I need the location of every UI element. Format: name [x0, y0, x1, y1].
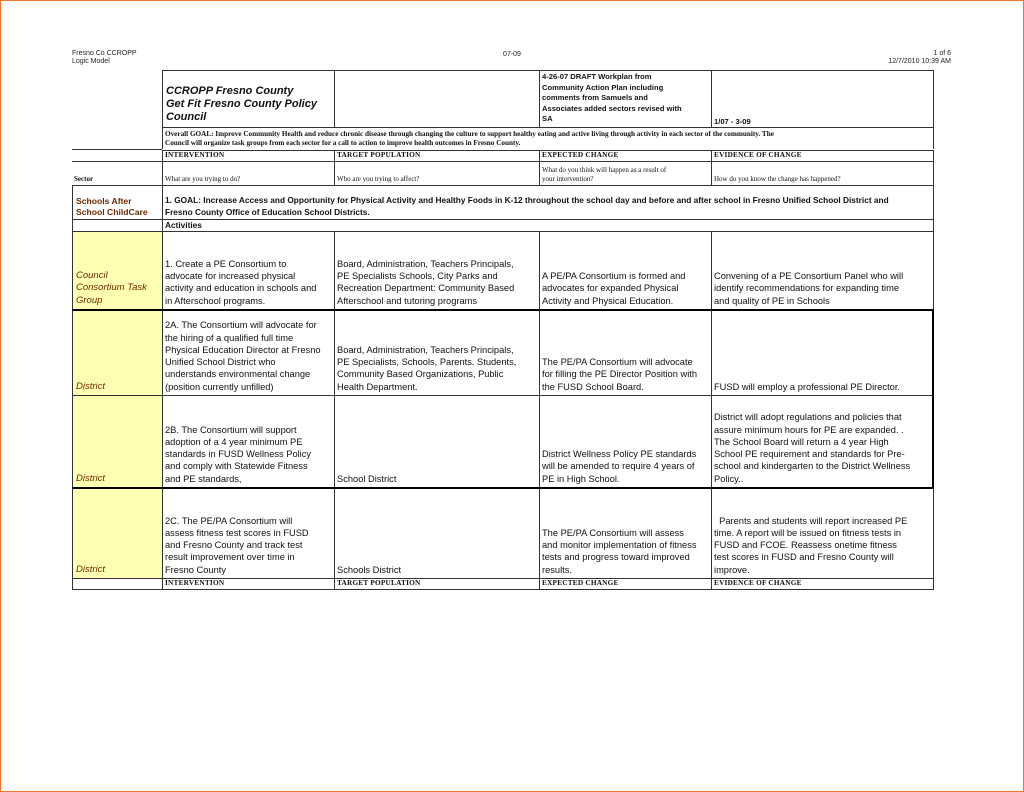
row-1-expected-line-1: A PE/PA Consortium is formed and	[542, 271, 686, 282]
overall-goal-line-2: Council will organize task groups from each sector for a call to action to improve health outcomes in Fresno County.	[165, 139, 521, 147]
row-4-expected-line-3: tests and progress toward improved	[542, 552, 690, 563]
row-3-evidence-line-2: assure minimum hours for PE are expanded. .	[714, 424, 904, 435]
row-1-intervention-line-2: advocate for increased physical	[165, 271, 296, 282]
row-3-intervention-line-3: standards in FUSD Wellness Policy	[165, 449, 312, 460]
row-2-intervention-line-5: understands environmental change	[165, 369, 311, 380]
row-2-expected-line-1: The PE/PA Consortium will advocate	[542, 357, 693, 368]
footer-header-intervention: INTERVENTION	[162, 578, 334, 590]
sector-goal-line-1: 1. GOAL: Increase Access and Opportunity for Physical Activity and Healthy Foods in K-12 throughout the school day and before and after school in Fresno Unified School District and	[165, 195, 889, 205]
activities-text: Activities	[165, 220, 202, 230]
activities-row	[162, 219, 934, 231]
sector-goal-cell	[162, 185, 934, 223]
row-2-target	[334, 309, 539, 395]
row-2-evidence	[711, 309, 934, 395]
row-1-label-line-1: Council	[76, 270, 108, 281]
dates-cell	[711, 70, 934, 127]
draft-note-cell	[539, 70, 711, 127]
sector-label-line-2: School ChildCare	[76, 207, 148, 217]
draft-line-1: 4-26-07 DRAFT Workplan from	[542, 72, 652, 81]
row-4-target-line-1: Schools District	[337, 564, 402, 575]
target-question-text: Who are you trying to affect?	[337, 174, 420, 183]
row-4-evidence-line-1: Parents and students will report increased PE	[714, 515, 908, 526]
row-1-label	[72, 231, 162, 309]
title-line-2: Get Fit Fresno County Policy	[166, 98, 317, 110]
sector-goal-line-2: Fresno County Office of Education School Districts.	[165, 206, 370, 217]
row-1-label-line-3: Group	[76, 294, 103, 306]
draft-line-2: Community Action Plan including	[542, 82, 664, 92]
row-2-target-line-3: Community Based Organizations, Public	[337, 369, 504, 380]
row-4-evidence-line-2: time. A report will be issued on fitness tests in	[714, 527, 902, 538]
target-question	[334, 161, 539, 185]
row-1-intervention-line-1: 1. Create a PE Consortium to	[165, 258, 287, 269]
row-1-expected-line-3: Activity and Physical Education.	[542, 295, 674, 306]
row-3-evidence-line-5: school and kindergarten to the District Wellness	[714, 461, 911, 472]
row-1-expected	[539, 231, 711, 309]
row-1-target-line-4: Afterschool and tutoring programs	[337, 295, 478, 306]
row-3-evidence	[711, 395, 934, 487]
evidence-question-text: How do you know the change has happened?	[714, 174, 841, 183]
row-2-expected-line-3: the FUSD School Board.	[542, 381, 644, 392]
header-doc-type: Logic Model	[72, 58, 110, 65]
row-3-expected-line-1: District Wellness Policy PE standards	[542, 449, 697, 460]
row-1-target	[334, 231, 539, 309]
footer-header-expected: EXPECTED CHANGE	[539, 578, 711, 590]
row-3-intervention-line-2: adoption of a 4 year minimum PE	[165, 436, 303, 447]
intervention-question	[162, 161, 334, 185]
row-4-expected-line-4: results.	[542, 564, 572, 575]
plan-dates: 1/07 - 3-09	[714, 117, 751, 126]
column-header-target: TARGET POPULATION	[334, 150, 539, 161]
intervention-question-text: What are you trying to do?	[165, 174, 241, 183]
title-line-3: Council	[166, 111, 207, 123]
draft-line-5: SA	[542, 114, 553, 124]
row-2-target-line-4: Health Department.	[337, 381, 418, 392]
row-2-label-line-1: District	[76, 380, 106, 392]
row-4-target	[334, 487, 539, 578]
footer-header-target: TARGET POPULATION	[334, 578, 539, 590]
row-2-label	[72, 309, 162, 395]
row-1-intervention-line-3: activity and education in schools and	[165, 283, 317, 294]
row-2-evidence-line-1: FUSD will employ a professional PE Director.	[714, 381, 901, 392]
column-header-evidence: EVIDENCE OF CHANGE	[711, 150, 934, 161]
row-4-intervention-line-5: Fresno County	[165, 564, 226, 575]
expected-question-line-2: your intervention?	[542, 174, 594, 183]
header-print-date: 12/7/2010 10:39 AM	[888, 58, 951, 65]
row-1-evidence-line-2: identify recommendations for expanding time	[714, 283, 900, 294]
row-3-target-line-1: School District	[337, 473, 397, 484]
header-org: Fresno Co CCROPP	[72, 50, 137, 57]
row-2-intervention-line-1: 2A. The Consortium will advocate for	[165, 320, 317, 331]
sector-header-label: Sector	[74, 174, 94, 183]
column-header-intervention: INTERVENTION	[162, 150, 334, 161]
row-2-expected-line-2: for filling the PE Director Position with	[542, 369, 698, 380]
row-2-intervention-line-3: Physical Education Director at Fresno	[165, 344, 321, 355]
sector-label-cell	[72, 185, 162, 223]
row-4-label	[72, 487, 162, 578]
row-2-intervention-line-4: Unified School District who	[165, 357, 276, 368]
row-1-label-line-2: Consortium Task	[76, 282, 147, 294]
row-3-target	[334, 395, 539, 487]
row-1-intervention	[162, 231, 334, 309]
title-line-1: CCROPP Fresno County	[166, 85, 294, 97]
row-3-expected	[539, 395, 711, 487]
row-4-expected-line-2: and monitor implementation of fitness	[542, 540, 697, 551]
row-4-expected	[539, 487, 711, 578]
title-blank-cell	[334, 70, 539, 127]
expected-question	[539, 161, 711, 185]
row-4-label-line-1: District	[76, 563, 106, 575]
row-3-evidence-line-1: District will adopt regulations and policies that	[714, 412, 902, 423]
sector-label-line-1: Schools After	[76, 196, 132, 206]
footer-header-blank	[72, 578, 162, 590]
row-1-target-line-2: PE Specialists Schools, City Parks and	[337, 271, 498, 282]
row-3-label-line-1: District	[76, 472, 106, 484]
row-4-expected-line-1: The PE/PA Consortium will assess	[542, 527, 684, 538]
draft-line-4: Associates added sectors revised with	[542, 103, 682, 113]
row-4-evidence-line-4: test scores in FUSD and Fresno County will	[714, 552, 894, 563]
row-3-evidence-line-4: School PE requirement and standards for Pre-	[714, 449, 905, 460]
header-center: 07-09	[503, 51, 521, 58]
row-1-target-line-3: Recreation Department: Community Based	[337, 283, 515, 294]
header-page-number: 1 of 6	[933, 50, 951, 57]
row-3-expected-line-3: PE in High School.	[542, 473, 620, 484]
row-2-intervention-line-6: (position currently unfilled)	[165, 381, 274, 392]
logic-model-sheet	[72, 70, 934, 592]
header-right	[888, 50, 951, 66]
row-4-intervention	[162, 487, 334, 578]
activities-blank	[72, 219, 162, 231]
row-1-evidence-line-1: Convening of a PE Consortium Panel who will	[714, 271, 904, 282]
row-2-expected	[539, 309, 711, 395]
row-4-intervention-line-3: and Fresno County and track test	[165, 540, 303, 551]
row-2-intervention	[162, 309, 334, 395]
row-1-expected-line-2: advocates for expanded Physical	[542, 283, 679, 294]
footer-header-evidence: EVIDENCE OF CHANGE	[711, 578, 934, 590]
row-2-target-line-2: PE Specialists, Schools, Parents. Students,	[337, 357, 517, 368]
sector-header	[72, 161, 162, 185]
evidence-question	[711, 161, 934, 185]
title-cell	[162, 70, 334, 127]
overall-goal	[162, 127, 934, 149]
row-1-intervention-line-4: in Afterschool programs.	[165, 295, 266, 306]
row-3-intervention	[162, 395, 334, 487]
column-header-expected: EXPECTED CHANGE	[539, 150, 711, 161]
draft-line-3: comments from Samuels and	[542, 93, 648, 103]
row-3-evidence-line-6: Policy..	[714, 473, 744, 484]
row-4-intervention-line-1: 2C. The PE/PA Consortium will	[165, 515, 293, 526]
row-2-intervention-line-2: the hiring of a qualified full time	[165, 332, 294, 343]
row-4-intervention-line-4: result improvement over time in	[165, 552, 295, 563]
row-2-target-line-1: Board, Administration, Teachers Principals,	[337, 344, 514, 355]
row-4-intervention-line-2: assess fitness test scores in FUSD	[165, 527, 309, 538]
row-3-label	[72, 395, 162, 487]
row-3-intervention-line-1: 2B. The Consortium will support	[165, 424, 297, 435]
expected-question-line-1: What do you think will happen as a result of	[542, 166, 667, 174]
row-4-evidence	[711, 487, 934, 578]
row-3-intervention-line-4: and comply with Statewide Fitness	[165, 461, 308, 472]
row-4-evidence-line-3: FUSD and FCOE. Reassess onetime fitness	[714, 540, 897, 551]
row-3-intervention-line-5: and PE standards,	[165, 473, 242, 484]
row-1-target-line-1: Board, Administration, Teachers Principals,	[337, 258, 514, 269]
row-3-expected-line-2: will be amended to require 4 years of	[542, 461, 695, 472]
row-1-evidence	[711, 231, 934, 309]
row-3-evidence-line-3: The School Board will return a 4 year High	[714, 436, 889, 447]
row-4-evidence-line-5: improve.	[714, 564, 750, 575]
overall-goal-line-1: Overall GOAL: Improve Community Health and reduce chronic disease through changing the culture to support healthy eating and active living through activity in each sector of the community. The	[165, 130, 774, 138]
row-1-evidence-line-3: and quality of PE in Schools	[714, 295, 830, 306]
